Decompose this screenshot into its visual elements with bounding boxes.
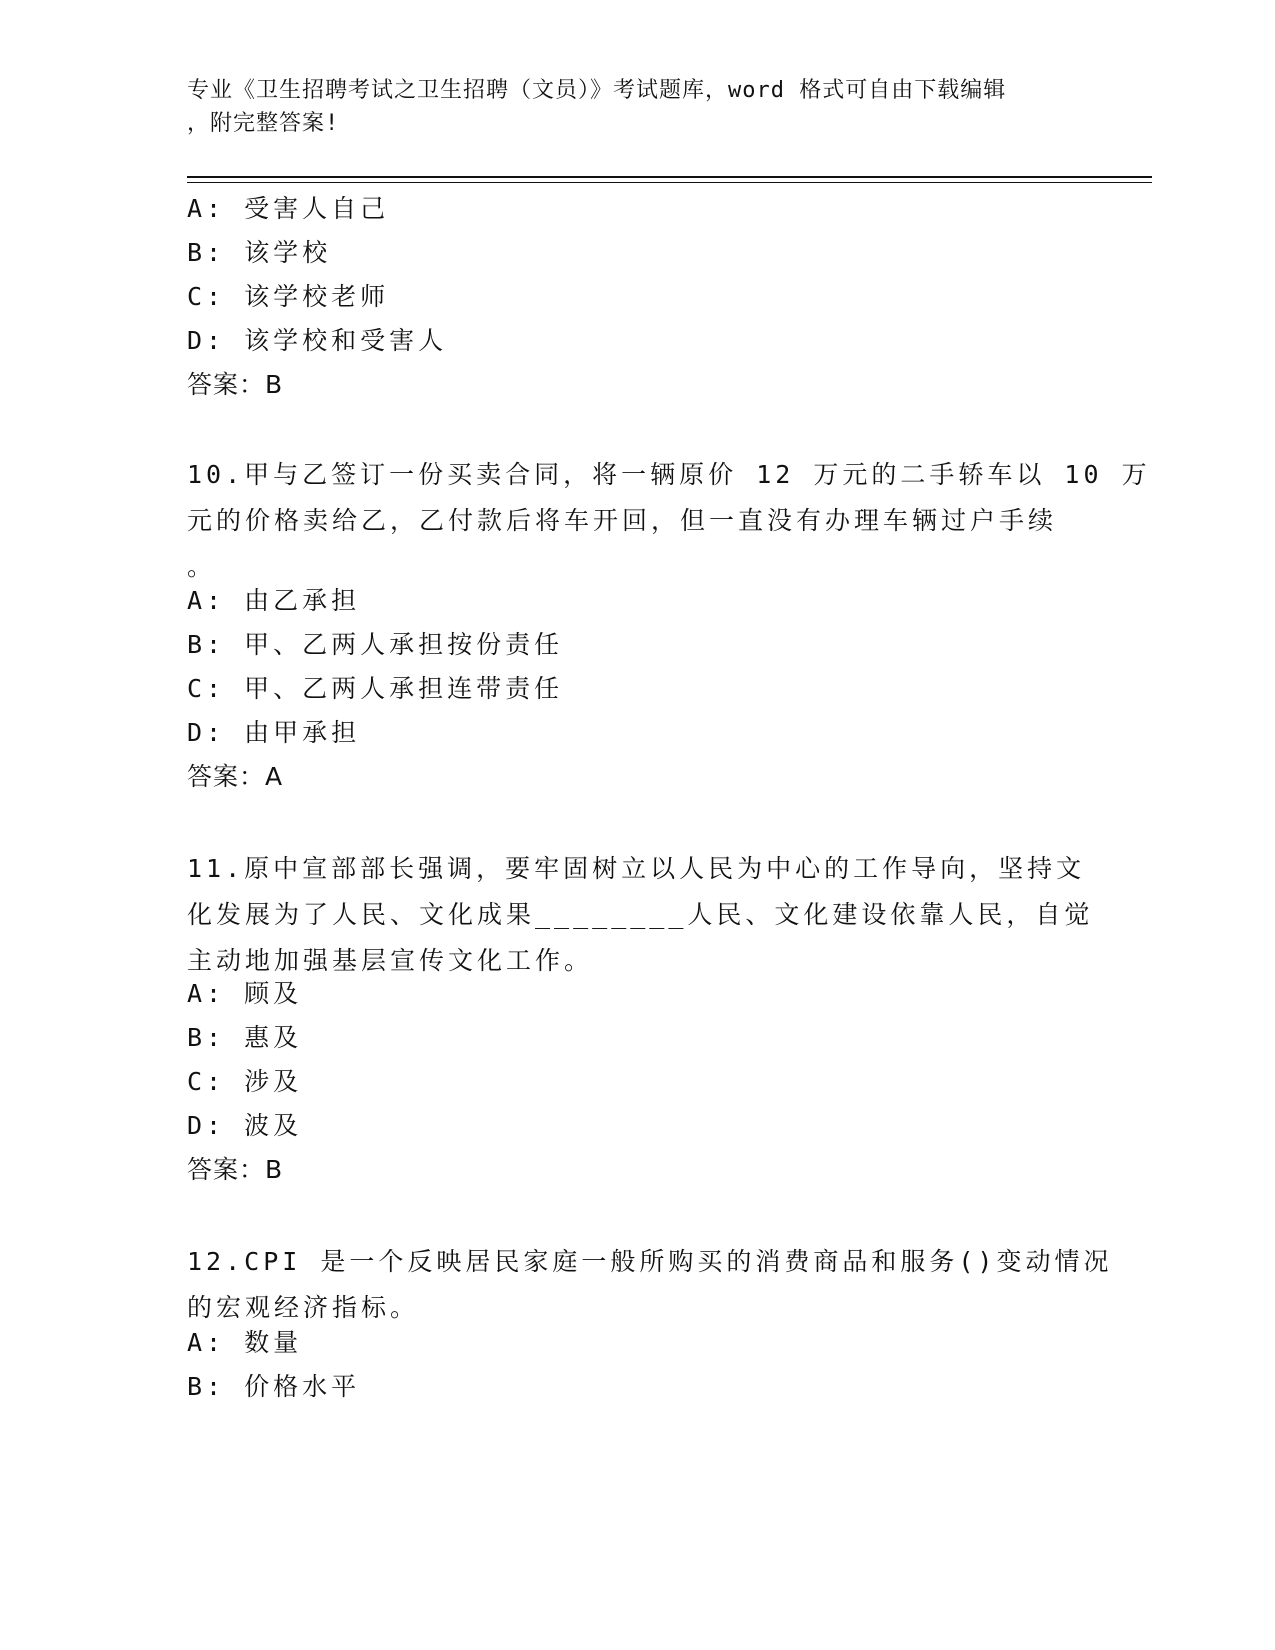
q10-stem (187, 452, 1151, 590)
q10-option-a: A: 由乙承担 (187, 586, 361, 615)
header-rule-thick (187, 176, 1152, 178)
header-line-2: ，附完整答案! (187, 111, 340, 136)
q10-option-d: D: 由甲承担 (187, 718, 361, 747)
q11-stem (187, 846, 1094, 984)
q11-stem-line-2: 化发展为了人民、文化成果________人民、文化建设依靠人民，自觉 (187, 900, 1094, 929)
q9-answer: 答案：B (187, 370, 284, 399)
q10-stem-line-1: 10.甲与乙签订一份买卖合同，将一辆原价 12 万元的二手轿车以 10 万 (187, 460, 1151, 489)
q9-option-d: D: 该学校和受害人 (187, 326, 448, 355)
header-line-1: 专业《卫生招聘考试之卫生招聘（文员）》考试题库，word 格式可自由下载编辑 (187, 78, 1007, 103)
q11-option-c: C: 涉及 (187, 1067, 303, 1096)
q11-option-b: B: 惠及 (187, 1023, 303, 1052)
q10-stem-line-2: 元的价格卖给乙，乙付款后将车开回，但一直没有办理车辆过户手续 (187, 506, 1058, 535)
q11-stem-line-3: 主动地加强基层宣传文化工作。 (187, 946, 594, 975)
q12-option-a: A: 数量 (187, 1328, 303, 1357)
q10-option-b: B: 甲、乙两人承担按份责任 (187, 630, 564, 659)
q9-option-b: B: 该学校 (187, 238, 332, 267)
q12-stem-line-2: 的宏观经济指标。 (187, 1293, 420, 1322)
q11-option-a: A: 顾及 (187, 979, 303, 1008)
document-header (187, 74, 1067, 140)
q12-stem-line-1: 12.CPI 是一个反映居民家庭一般所购买的消费商品和服务()变动情况 (187, 1247, 1113, 1276)
q11-stem-line-1: 11.原中宣部部长强调，要牢固树立以人民为中心的工作导向，坚持文 (187, 854, 1086, 883)
q12-option-b: B: 价格水平 (187, 1372, 361, 1401)
q10-answer: 答案：A (187, 762, 284, 791)
q9-option-a: A: 受害人自己 (187, 194, 390, 223)
q11-answer: 答案：B (187, 1155, 284, 1184)
q10-option-c: C: 甲、乙两人承担连带责任 (187, 674, 564, 703)
header-rule-thin (187, 182, 1152, 183)
q9-option-c: C: 该学校老师 (187, 282, 390, 311)
q12-stem (187, 1239, 1113, 1331)
q10-stem-line-3: 。 (187, 552, 217, 581)
q11-option-d: D: 波及 (187, 1111, 303, 1140)
